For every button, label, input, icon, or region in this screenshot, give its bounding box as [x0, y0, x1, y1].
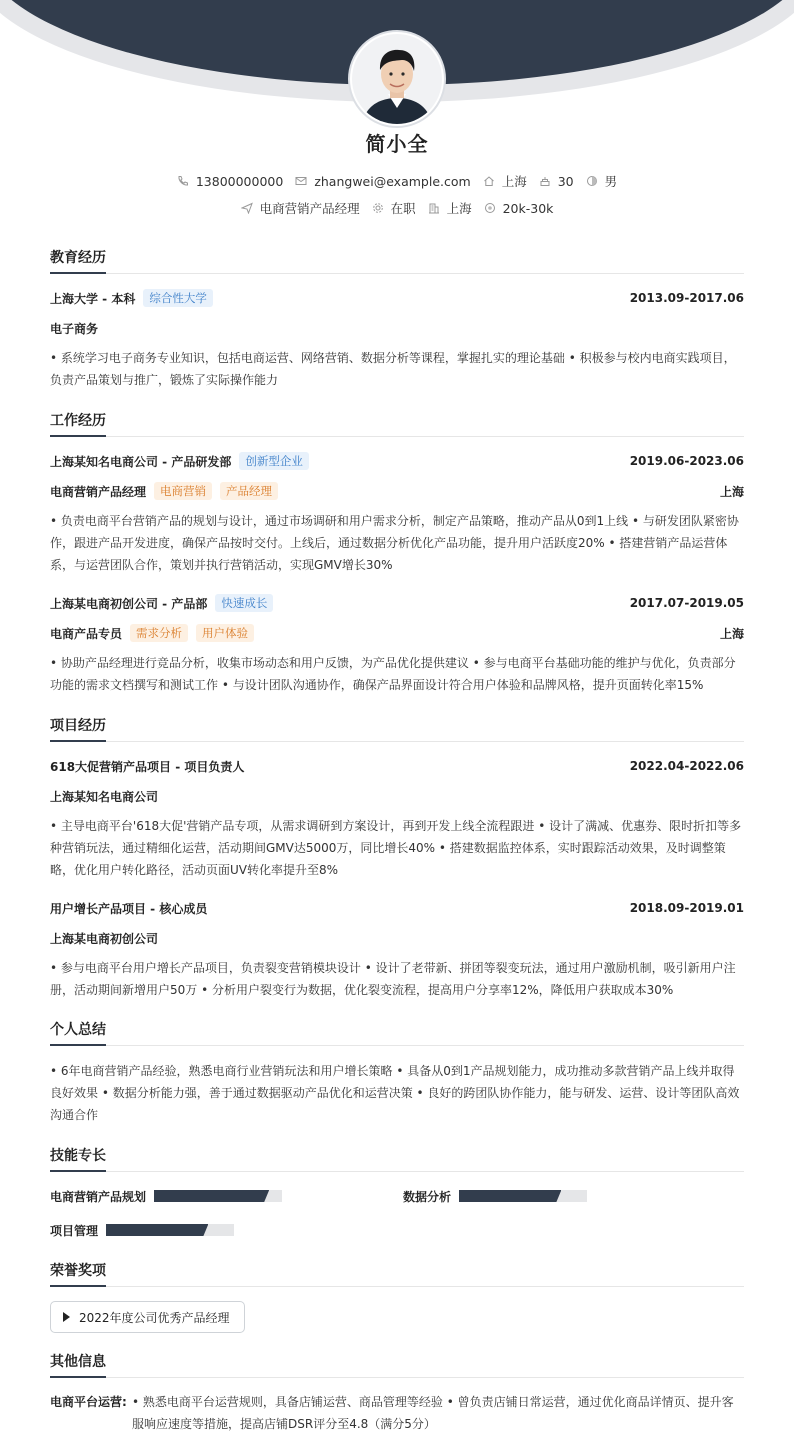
job-title: 电商营销产品经理: [50, 484, 147, 499]
company-tag: 快速成长: [215, 594, 273, 612]
phone-icon: [177, 175, 189, 187]
role-tag: 产品经理: [220, 482, 278, 500]
section-divider: [50, 1045, 744, 1046]
city-info: [483, 172, 527, 190]
work-role-row: [50, 624, 744, 642]
section-title: 技能专长: [50, 1148, 106, 1164]
awards-section: [50, 1260, 744, 1282]
work-section: [50, 410, 744, 692]
home-icon: [483, 175, 495, 187]
section-divider: [50, 436, 744, 437]
project-description: • 参与电商平台用户增长产品项目，负责裂变营销模块设计 • 设计了老带新、拼团等裂变玩法，通过用户激励机制，吸引新用户注册，活动期间新增用户50万 • 分析用户裂变行为数据，优化裂变流程，提高用户分享率12%，降低用户获取成本30%: [50, 961, 736, 997]
role-tag: 需求分析: [130, 624, 188, 642]
project-entry-head: [50, 899, 744, 917]
work-period: 2017.07-2019.05: [629, 596, 744, 610]
role-tag: 用户体验: [196, 624, 254, 642]
section-title: 其他信息: [50, 1354, 106, 1370]
position-text: 电商营销产品经理: [259, 201, 360, 216]
gender-icon: [586, 175, 598, 187]
email-info: [295, 172, 470, 190]
work-role-row: [50, 482, 744, 500]
work-description: • 协助产品经理进行竞品分析，收集市场动态和用户反馈，为产品优化提供建议 • 参与电商平台基础功能的维护与优化，负责部分功能的需求文档撰写和测试工作 • 与设计团队沟通协作，确保产品界面设计符合用户体验和品牌风格，提升页面转化率15%: [50, 656, 736, 692]
role-tag: 电商营销: [154, 482, 212, 500]
education-description: • 系统学习电子商务专业知识，包括电商运营、网络营销、数据分析等课程，掌握扎实的理论基础 • 积极参与校内电商实践项目，负责产品策划与推广，锻炼了实际操作能力: [50, 351, 736, 387]
triangle-right-icon: [63, 1312, 70, 1322]
section-title: 荣誉奖项: [50, 1263, 106, 1279]
skills-section: [50, 1145, 744, 1167]
other-section: [50, 1351, 744, 1373]
project-company-row: [50, 929, 744, 947]
school-tag: 综合性大学: [143, 289, 213, 307]
cake-icon: [539, 175, 551, 187]
education-entry-head: [50, 289, 744, 307]
job-title: 电商产品专员: [50, 626, 123, 641]
education-period: 2013.09-2017.06: [629, 291, 744, 305]
section-divider: [50, 741, 744, 742]
project-name: 618大促营销产品项目 - 项目负责人: [50, 759, 245, 774]
company-name: 上海某知名电商公司 - 产品研发部: [50, 454, 232, 469]
section-title: 工作经历: [50, 413, 106, 429]
candidate-name: 简小全: [365, 132, 429, 156]
status-text: 在职: [390, 201, 416, 216]
phone-text: 13800000000: [195, 173, 284, 189]
avatar: [348, 30, 446, 128]
work-location: 上海: [719, 484, 744, 499]
skill-item: [403, 1188, 587, 1204]
job-intent-row: [0, 199, 794, 217]
target-city-info: [428, 199, 472, 217]
project-period: 2022.04-2022.06: [629, 759, 744, 773]
company-tag: 创新型企业: [239, 452, 309, 470]
skill-bar-fill: [154, 1190, 269, 1202]
skill-bar: [459, 1190, 587, 1202]
school-name: 上海大学 - 本科: [50, 291, 136, 306]
award-item[interactable]: [50, 1301, 245, 1333]
company-name: 上海某电商初创公司 - 产品部: [50, 596, 208, 611]
project-company-row: [50, 787, 744, 805]
skill-bar-fill: [106, 1224, 208, 1236]
skill-name: 数据分析: [403, 1189, 452, 1204]
mail-icon: [295, 175, 307, 187]
project-name: 用户增长产品项目 - 核心成员: [50, 901, 208, 916]
skill-name: 项目管理: [50, 1223, 99, 1238]
age-text: 30: [557, 173, 574, 189]
skill-bar: [154, 1190, 282, 1202]
avatar-portrait: [352, 34, 442, 124]
age-info: [539, 172, 574, 190]
gender-info: [586, 172, 618, 190]
status-info: [372, 199, 416, 217]
work-description: • 负责电商平台营销产品的规划与设计，通过市场调研和用户需求分析，制定产品策略，推动产品从0到1上线 • 与研发团队紧密协作，跟进产品开发进度，确保产品按时交付。上线后，通过数据分析优化产品功能，提升用户活跃度20% • 搭建营销产品运营体系，与运营团队合作，策划并执行营销活动，实现GMV增长30%: [50, 514, 739, 572]
work-entry-head: [50, 452, 744, 470]
project-period: 2018.09-2019.01: [629, 901, 744, 915]
project-entry-head: [50, 757, 744, 775]
section-divider: [50, 1286, 744, 1287]
coin-icon: [484, 202, 496, 214]
projects-section: [50, 715, 744, 997]
contact-row: [0, 172, 794, 190]
award-text: 2022年度公司优秀产品经理: [79, 1310, 230, 1325]
salary-info: [484, 199, 554, 217]
skill-bar: [106, 1224, 234, 1236]
summary-text: • 6年电商营销产品经验，熟悉电商行业营销玩法和用户增长策略 • 具备从0到1产品规划能力，成功推动多款营销产品上线并取得良好效果 • 数据分析能力强，善于通过数据驱动产品优化和运营决策 • 良好的跨团队协作能力，能与研发、运营、设计等团队高效沟通合作: [50, 1064, 740, 1122]
skill-name: 电商营销产品规划: [50, 1189, 147, 1204]
section-title: 教育经历: [50, 250, 106, 266]
other-info-value: • 熟悉电商平台运营规则，具备店铺运营、商品管理等经验 • 曾负责店铺日常运营，通过优化商品详情页、提升客服响应速度等措施，提高店铺DSR评分至4.8（满分5分）: [132, 1395, 734, 1431]
work-period: 2019.06-2023.06: [629, 454, 744, 468]
section-divider: [50, 1171, 744, 1172]
salary-text: 20k-30k: [502, 200, 554, 216]
section-title: 个人总结: [50, 1022, 106, 1038]
other-info-label: 电商平台运营:: [50, 1395, 127, 1409]
summary-section: [50, 1019, 744, 1122]
position-info: [241, 199, 360, 217]
major-row: [50, 319, 744, 337]
city-text: 上海: [501, 174, 527, 189]
section-title: 项目经历: [50, 718, 106, 734]
section-divider: [50, 1377, 744, 1378]
phone-info: [177, 172, 283, 190]
skill-bar-fill: [459, 1190, 561, 1202]
project-company: 上海某电商初创公司: [50, 931, 159, 946]
work-location: 上海: [719, 626, 744, 641]
major-name: 电子商务: [50, 321, 99, 336]
gear-icon: [372, 202, 384, 214]
work-entry-head: [50, 594, 744, 612]
email-text: zhangwei@example.com: [314, 173, 471, 189]
project-description: • 主导电商平台'618大促'营销产品专项，从需求调研到方案设计，再到开发上线全流程跟进 • 设计了满减、优惠券、限时折扣等多种营销玩法，通过精细化运营，活动期间GMV达5000万，同比增长40% • 搭建数据监控体系，实时跟踪活动效果，及时调整策略，优化用户转化路径，活动页面UV转化率提升至8%: [50, 819, 742, 877]
skill-item: [50, 1188, 282, 1204]
project-company: 上海某知名电商公司: [50, 789, 159, 804]
education-section: [50, 247, 744, 387]
target-city-text: 上海: [446, 201, 472, 216]
gender-text: 男: [604, 174, 618, 189]
building-icon: [428, 202, 440, 214]
skill-item: [50, 1222, 234, 1238]
other-info-row: [50, 1391, 744, 1435]
section-divider: [50, 273, 744, 274]
send-icon: [241, 202, 253, 214]
